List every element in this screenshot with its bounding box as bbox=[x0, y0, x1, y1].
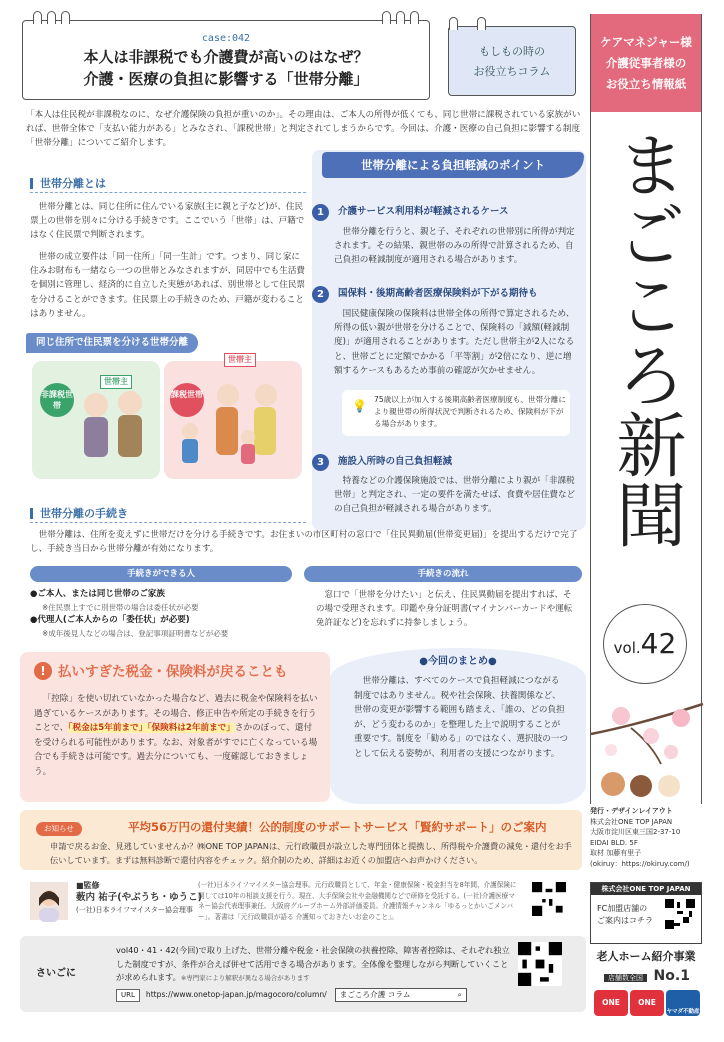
fc-guide bbox=[597, 903, 653, 927]
supervisor-profile: (一社)日本ライフマイスター協会理事。元行政職員として、年金・健康保険・税金担当を8年間、介護保険に関しては10年の相談支援を行う。現在、大手保険会社や金融機関などで研修を受託する。(一社)介護医療マネー協会代表理事兼任。大阪府グループホーム外部評価委員。介護情報チャンネル「ゆるっとかいごメンバー」。著書は「元行政職員が語る 介護知っておきたいお金のこと」。 bbox=[198, 881, 517, 921]
closing-note: ※専門家により解釈が異なる場合があります bbox=[180, 974, 310, 982]
article-title-line1: 本人は非課税でも介護費が高いのはなぜ？ bbox=[83, 48, 369, 66]
binder-rings-left bbox=[33, 11, 70, 24]
onetop-logo-1: ONE TOP bbox=[594, 990, 628, 1016]
supervisor-name: 薮内 祐子(やぶうち・ゆうこ) bbox=[76, 892, 202, 903]
store-count-rank: No.1 bbox=[653, 968, 690, 984]
supervisor-avatar bbox=[30, 882, 68, 920]
fc-guide-line1: FC加盟店舗の bbox=[597, 904, 648, 913]
summary-body: 世帯分離は、すべてのケースで負担軽減につながる制度ではありません。税や社会保険、扶養関係など、世帯の変更が影響する範囲も踏まえ、「誰の、どの負担が、どう変わるのか」を整理した上で説明することが重要です。制度を「勧める」のではなく、選択肢の一つとして伝える姿勢が、利用者の支援につながります。 bbox=[354, 676, 568, 759]
label-household-head-1: 世帯主 bbox=[100, 375, 132, 389]
pill-flow: 手続きの流れ bbox=[304, 566, 582, 582]
fc-guide-line2: ご案内はコチラ bbox=[597, 916, 653, 925]
tax-body-a: 「控除」を使い切れていなかった場合など、過去に税金や保険料を払い過ぎているケースがあります。その場合、修正申告や所定の手続きを行うことで、 bbox=[34, 694, 318, 733]
supervisor-section bbox=[20, 876, 586, 936]
supervisor-qr-code[interactable] bbox=[532, 882, 566, 916]
yamada-logo: ヤマダ不動産 bbox=[666, 990, 700, 1016]
intro-text: 「本人は住民税が非課税なのに、なぜ介護保険の負担が重いのか」。その理由は、ご本人の所得が低くても、同じ世帯に課税されている家族がいれば、世帯全体で「支払い能力がある」とみなされ、「課税世帯」と判定されてしまうからです。今回は、介護・医療の自己負担に影響する制度「世帯分離」についてご紹介します。 bbox=[26, 110, 581, 149]
store-count-badge bbox=[590, 966, 702, 988]
who-item-2-note: ※成年後見人などの場合は、登記事項証明書などが必要 bbox=[42, 629, 229, 638]
masthead-column bbox=[590, 14, 702, 804]
illustration-header: 同じ住所で住民票を分ける世帯分離 bbox=[26, 333, 198, 353]
event-notice bbox=[20, 810, 582, 870]
onetop-logo-2: ONE TOP bbox=[630, 990, 664, 1016]
notice-tag: お知らせ bbox=[36, 822, 82, 836]
summary-heading: ●今回のまとめ● bbox=[419, 656, 497, 667]
pill-who: 手続きができる人 bbox=[30, 566, 292, 582]
colophon-line1: 発行・デザインレイアウト bbox=[590, 807, 673, 815]
tax-body-b: さかのぼって、還付を受けられる可能性があります。なお、対象者がすでに亡くなっている場合でも手続きは可能です。過去分についても、一度確認しておきましょう。 bbox=[34, 723, 318, 777]
colophon bbox=[590, 806, 702, 869]
label-nontax-household: 非課税世帯 bbox=[40, 383, 74, 417]
masthead-title-text: まごころ新聞 bbox=[605, 129, 687, 549]
point-3-number: 3 bbox=[312, 454, 329, 471]
tagline-line2: 介護従事者様の bbox=[605, 56, 687, 70]
section-heading-what: 世帯分離とは bbox=[30, 175, 306, 193]
article-title-line2: 介護・医療の負担に影響する「世帯分離」 bbox=[83, 70, 369, 88]
point-2-heading: 国保料・後期高齢者医療保険料が下がる期待も bbox=[338, 288, 538, 299]
colophon-line6: (okiruy：https://okiruy.com/) bbox=[590, 859, 690, 868]
points-note-text: 75歳以上が加入する後期高齢者医療制度も、世帯分離により親世帯の所得状況で判断されるため、保険料が下がる場合があります。 bbox=[374, 395, 566, 428]
who-item-2: ●代理人(ご本人からの「委任状」が必要) bbox=[30, 615, 190, 625]
point-1-body: 世帯分離を行うと、親と子、それぞれの世帯別に所得が判定されます。その結果、親世帯のみの所得で計算されるため、自己負担の軽減制度が適用される場合があります。 bbox=[334, 227, 575, 266]
tax-body bbox=[34, 692, 320, 779]
supervisor-label-block bbox=[76, 880, 202, 916]
summary-box bbox=[330, 648, 586, 804]
household-illustration bbox=[26, 333, 308, 479]
masthead-tagline bbox=[591, 14, 701, 112]
closing-body bbox=[116, 944, 516, 986]
exclamation-icon: ! bbox=[34, 662, 52, 680]
case-number: case:042 bbox=[201, 33, 251, 44]
supervisor-org: (一社)日本ライフマイスター協会理事 bbox=[76, 906, 193, 914]
points-title: 世帯分離による負担軽減のポイント bbox=[322, 152, 584, 178]
tax-heading: 払いすぎた税金・保険料が戻ることも bbox=[58, 664, 288, 680]
section2-paragraph: 世帯分離は、住所を変えずに世帯だけを分ける手続きです。お住まいの市区町村の窓口で「住民異動届(世帯変更届)」を提出するだけで完了し、手続き当日から世帯分離が有効になります。 bbox=[30, 530, 578, 555]
memo-line1: もしもの時の bbox=[479, 45, 545, 58]
vol-prefix: vol. bbox=[613, 639, 641, 657]
points-note bbox=[342, 390, 570, 436]
masthead-title bbox=[591, 129, 701, 569]
point-1-heading: 介護サービス利用料が軽減されるケース bbox=[338, 206, 509, 217]
plum-blossom-illustration bbox=[591, 694, 703, 804]
colophon-line2: 株式会社ONE TOP JAPAN bbox=[590, 817, 673, 826]
column-url[interactable]: https://www.onetop-japan.jp/magocoro/column/ bbox=[145, 990, 327, 999]
point-1-number: 1 bbox=[312, 204, 329, 221]
search-keyword: まごころ介護 コラム bbox=[339, 990, 411, 999]
vol-number: 42 bbox=[640, 627, 677, 660]
event-body: 申請で戻るお金、見逃していませんか？㈱ONE TOP JAPANは、元行政職員が設立した専門団体と提携し、所得税や介護費の減免・還付をお手伝いしています。まずは無料診断で還付内容をチェック。紹介制のため、詳細はお近くの加盟店へお声かけください。 bbox=[50, 841, 572, 865]
colophon-line3: 大阪市淀川区東三国2-37-10 bbox=[590, 828, 681, 836]
store-count-label: 店舗数全国 bbox=[604, 974, 647, 982]
binder-rings-right bbox=[382, 11, 419, 24]
point-2-body: 国民健康保険の保険料は世帯全体の所得で算定されるため、所得の低い親が世帯を分けることで、保険料の「減額(軽減制度)」が適用されることがあります。ただし世帯主が2人になると、世帯ごとに定額でかかる「平等割」が2倍になり、逆に増額するケースもあるため事前の確認が欠かせません。 bbox=[334, 309, 575, 376]
closing-text: vol40・41・42(今回)で取り上げた、世帯分離や税金・社会保険の扶養控除、障害者控除は、それぞれ独立した制度ですが、条件が合えば併せて活用できる場合があります。全体像を整理しながら判断していくことが求められます。 bbox=[116, 945, 510, 982]
volume-badge bbox=[603, 604, 687, 684]
point-2-number: 2 bbox=[312, 286, 329, 303]
closing-box bbox=[20, 936, 586, 1012]
label-household-head-2: 世帯主 bbox=[224, 353, 256, 367]
who-list bbox=[30, 588, 280, 640]
lightbulb-icon: 💡 bbox=[352, 399, 367, 413]
url-tag: URL bbox=[116, 989, 140, 1002]
column-qr-code[interactable] bbox=[518, 942, 562, 986]
memo-line2: お役立ちコラム bbox=[473, 65, 551, 78]
company-box bbox=[590, 882, 702, 944]
tagline-line3: お役立ち情報紙 bbox=[605, 77, 687, 91]
colophon-line4: EIDAI BLD. 5F bbox=[590, 838, 638, 847]
points-box bbox=[312, 150, 586, 530]
url-row bbox=[116, 988, 467, 1002]
fc-qr-code[interactable] bbox=[665, 899, 695, 929]
column-memo-card bbox=[448, 26, 576, 96]
who-item-1-note: ※住民票上すでに別世帯の場合は委任状が必要 bbox=[42, 603, 199, 612]
search-box[interactable] bbox=[335, 988, 467, 1002]
elderly-home-service-title: 老人ホーム紹介事業 bbox=[596, 950, 696, 963]
company-name: 株式会社ONE TOP JAPAN bbox=[591, 883, 701, 895]
section1-paragraph1: 世帯分離とは、同じ住所に住んでいる家族(主に親と子など)が、住民票上の世帯を別々に分ける手続きです。ここでいう「世帯」は、戸籍ではなく住民票で判断されます。 bbox=[30, 202, 305, 241]
colophon-line5: 取材 加藤有里子 bbox=[590, 849, 642, 857]
search-icon: ⌕ bbox=[457, 990, 462, 999]
section1-paragraph2: 世帯の成立要件は「同一住所」「同一生計」です。つまり、同じ家に住みお財布も一緒なら一つの世帯とみなされますが、同居中でも生活費を個別に管理し、経済的に自立した実態があれば、別世帯として住民票を分けることができます。住民票上の手続きのため、戸籍が変わることはありません。 bbox=[30, 252, 306, 319]
label-tax-household: 課税世帯 bbox=[170, 383, 204, 417]
who-item-1: ●ご本人、または同じ世帯のご家族 bbox=[30, 589, 165, 599]
tax-highlight-2: 「保険料は2年前まで」 bbox=[147, 723, 235, 733]
procedure-flow-text: 窓口で「世帯を分けたい」と伝え、住民異動届を提出すれば、その場で受理されます。印鑑や身分証明書(マイナンバーカードや運転免許証など)を忘れずに持参しましょう。 bbox=[316, 590, 573, 628]
point-3-heading: 施設入所時の自己負担軽減 bbox=[338, 456, 453, 467]
closing-label: さいごに bbox=[36, 968, 76, 979]
header-notepad bbox=[22, 20, 430, 100]
supervisor-label: ■監修 bbox=[76, 881, 100, 890]
tagline-line1: ケアマネジャー様 bbox=[600, 35, 692, 49]
tax-highlight-1: 「税金は5年前まで」 bbox=[68, 723, 148, 733]
section-heading-procedure: 世帯分離の手続き bbox=[30, 505, 306, 523]
tax-refund-box bbox=[20, 652, 330, 802]
event-heading: 平均56万円の還付実績！公的制度のサポートサービス「賢約サポート」のご案内 bbox=[128, 820, 547, 834]
point-3-body: 特養などの介護保険施設では、世帯分離により親が「非課税世帯」と判定され、一定の要件を満たせば、食費や居住費などの自己負担が軽減される場合があります。 bbox=[334, 476, 576, 515]
